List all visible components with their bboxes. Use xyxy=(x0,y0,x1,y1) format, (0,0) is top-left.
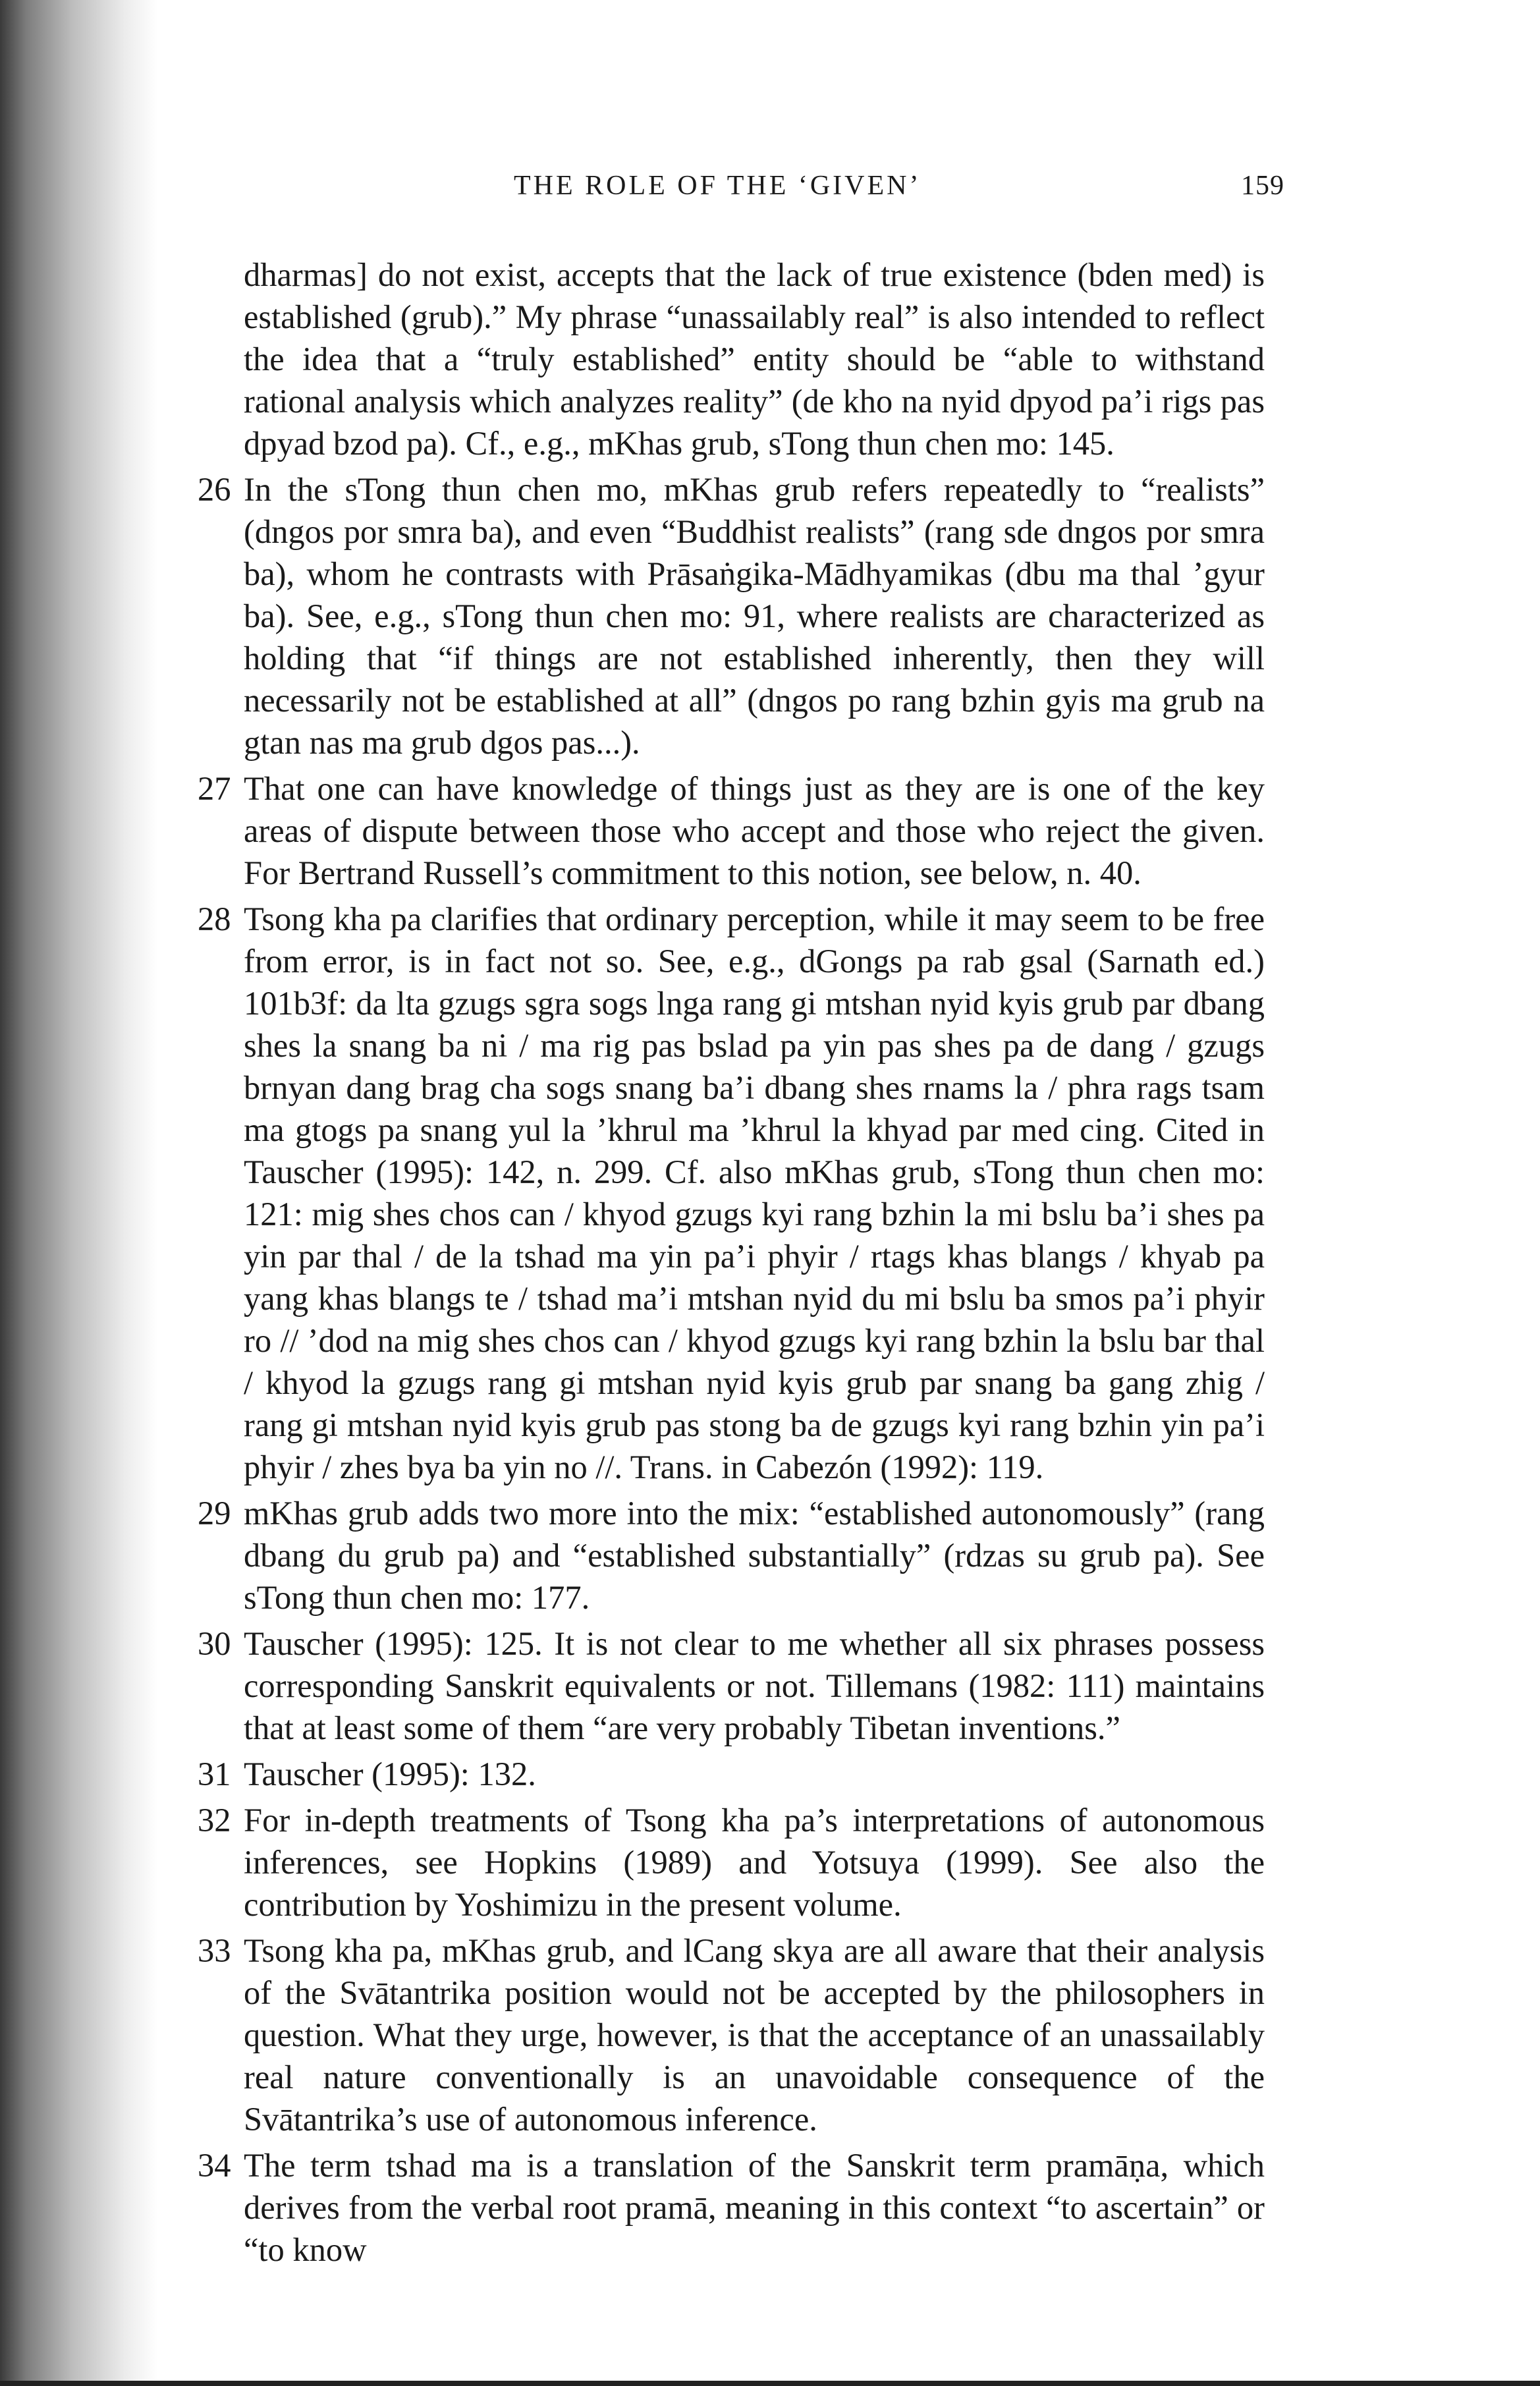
page-header xyxy=(487,170,1284,202)
endnotes-block xyxy=(198,254,1265,2275)
note-30 xyxy=(198,1623,1265,1749)
note-number: 28 xyxy=(198,901,231,937)
page-number: 159 xyxy=(1241,171,1284,201)
note-number: 33 xyxy=(198,1932,231,1969)
note-34 xyxy=(198,2144,1265,2271)
note-number: 34 xyxy=(198,2147,231,2184)
note-33 xyxy=(198,1929,1265,2140)
note-number: 31 xyxy=(198,1756,231,1792)
note-continuation: dharmas] do not exist, accepts that the lack of true existence (bden med) is established (grub).” My phrase “unassailably real” is also intended to reflect the idea that a “truly established” entity should be “able to withstand rational analysis which analyzes reality” (de kho na nyid dpyod pa’i rigs pas dpyad bzod pa). Cf., e.g., mKhas grub, sTong thun chen mo: 145. xyxy=(244,256,1265,462)
scan-bottom-edge xyxy=(0,2381,1540,2386)
note-29 xyxy=(198,1492,1265,1619)
note-31 xyxy=(198,1753,1265,1795)
note-text: Tauscher (1995): 132. xyxy=(244,1756,536,1792)
scan-shadow-edge xyxy=(0,0,158,2386)
running-head: THE ROLE OF THE ‘GIVEN’ xyxy=(514,171,921,201)
note-28 xyxy=(198,898,1265,1488)
note-number: 30 xyxy=(198,1625,231,1662)
note-text: mKhas grub adds two more into the mix: “established autonomously” (rang dbang du grub pa) and “established substantially” (rdzas su grub pa). See sTong thun chen mo: 177. xyxy=(244,1495,1265,1616)
note-27 xyxy=(198,767,1265,894)
note-26 xyxy=(198,468,1265,763)
note-text: Tsong kha pa clarifies that ordinary perception, while it may seem to be free from error, is in fact not so. See, e.g., dGongs pa rab gsal (Sarnath ed.) 101b3f: da lta gzugs sgra sogs lnga rang gi mtshan nyid kyis grub par dbang shes la snang ba ni / ma rig pas bslad pa yin pas shes pa de dang / gzugs brnyan dang brag cha sogs snang ba’i dbang shes rnams la / phra rags tsam ma gtogs pa snang yul la ’khrul ma ’khrul la khyad par med cing. Cited in Tauscher (1995): 142, n. 299. Cf. also mKhas grub, sTong thun chen mo: 121: mig shes chos can / khyod gzugs kyi rang bzhin la mi bslu ba’i shes pa yin par thal / de la tshad ma yin pa’i phyir / rtags khas blangs / khyab pa yang khas blangs te / tshad ma’i mtshan nyid du mi bslu ba smos pa’i phyir ro // ’dod na mig shes chos can / khyod gzugs kyi rang bzhin la bslu bar thal / khyod la gzugs rang gi mtshan nyid kyis grub par snang ba gang zhig / rang gi mtshan nyid kyis grub pas stong ba de gzugs kyi rang bzhin yin pa’i phyir / zhes bya ba yin no //. Trans. in Cabezón (1992): 119. xyxy=(244,901,1265,1485)
note-text: Tauscher (1995): 125. It is not clear to me whether all six phrases possess corresponding Sanskrit equivalents or not. Tillemans (1982: 111) maintains that at least some of them “are very probably Tibetan inventions.” xyxy=(244,1625,1265,1746)
note-text: The term tshad ma is a translation of the Sanskrit term pramāṇa, which derives from the verbal root pramā, meaning in this context “to ascertain” or “to know xyxy=(244,2147,1265,2268)
note-text: In the sTong thun chen mo, mKhas grub refers repeatedly to “realists” (dngos por smra ba), and even “Buddhist realists” (rang sde dngos por smra ba), whom he contrasts with Prāsaṅgika-Mādhyamikas (dbu ma thal ’gyur ba). See, e.g., sTong thun chen mo: 91, where realists are characterized as holding that “if things are not established inherently, then they will necessarily not be established at all” (dngos po rang bzhin gyis ma grub na gtan nas ma grub dgos pas...). xyxy=(244,471,1265,761)
note-number: 26 xyxy=(198,471,231,508)
note-text: That one can have knowledge of things just as they are is one of the key areas of dispute between those who accept and those who reject the given. For Bertrand Russell’s commitment to this notion, see below, n. 40. xyxy=(244,770,1265,891)
note-text: For in-depth treatments of Tsong kha pa’s interpretations of autonomous inferences, see Hopkins (1989) and Yotsuya (1999). See also the contribution by Yoshimizu in the present volume. xyxy=(244,1802,1265,1923)
note-32 xyxy=(198,1799,1265,1926)
note-text: Tsong kha pa, mKhas grub, and lCang skya are all aware that their analysis of the Svātantrika position would not be accepted by the philosophers in question. What they urge, however, is that the acceptance of an unassailably real nature conventionally is an unavoidable consequence of the Svātantrika’s use of autonomous inference. xyxy=(244,1932,1265,2138)
note-number: 32 xyxy=(198,1802,231,1839)
note-number: 29 xyxy=(198,1495,231,1532)
note-number: 27 xyxy=(198,770,231,807)
